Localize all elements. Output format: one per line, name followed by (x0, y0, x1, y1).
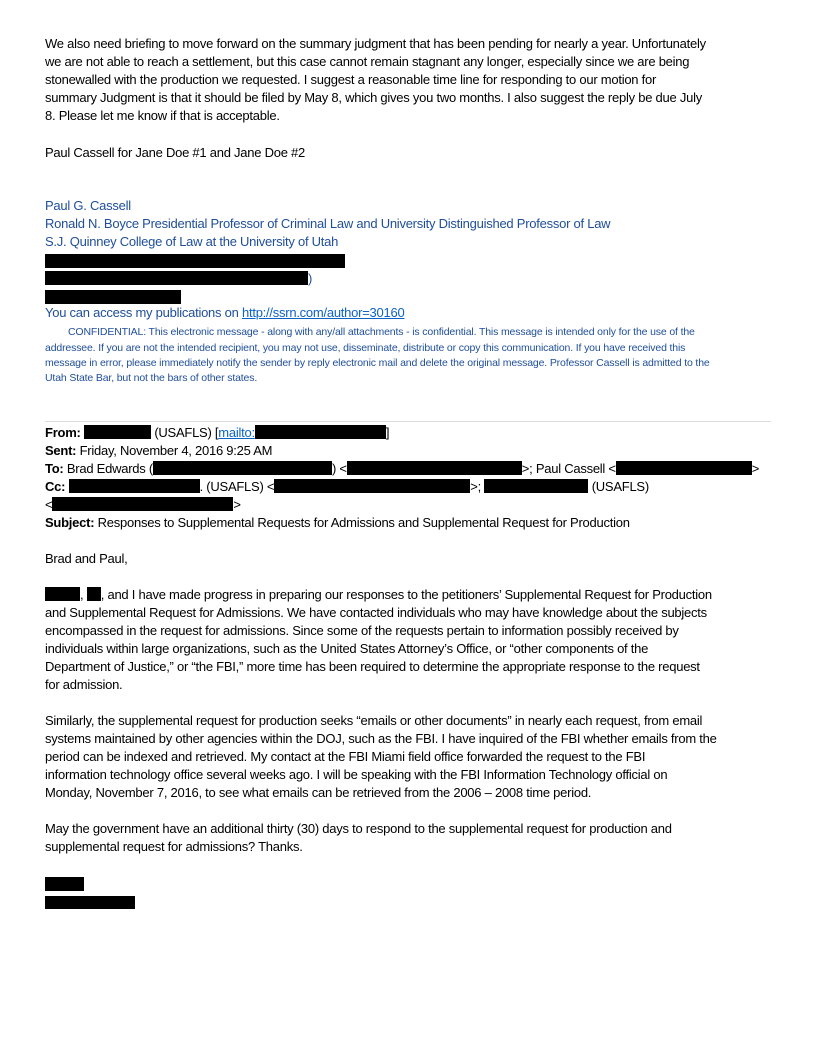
to-text: > (751, 461, 760, 476)
from-label: From: (45, 425, 81, 440)
body-line: information technology office several weeks ago. I will be speaking with the FBI Information Technology official on (45, 767, 668, 782)
subject-label: Subject: (45, 515, 95, 530)
publications-line (45, 304, 404, 322)
body-line: May the government have an additional thirty (30) days to respond to the supplemental request for production and (45, 821, 672, 836)
body-line: for admission. (45, 677, 123, 692)
redaction (84, 425, 151, 439)
signature-school: S.J. Quinney College of Law at the University of Utah (45, 234, 339, 249)
cc-label: Cc: (45, 479, 66, 494)
mailto-text: mailto: (218, 425, 255, 440)
reply-line: We also need briefing to move forward on the summary judgment that has been pending for nearly a year. Unfortunately (45, 36, 706, 51)
cc-text: < (45, 497, 53, 512)
sent-label: Sent: (45, 443, 77, 458)
body-line: Department of Justice,” or “the FBI,” more time has been required to determine the appropriate response to the request (45, 659, 700, 674)
body-line (45, 586, 712, 604)
header-subject (45, 514, 630, 532)
body-line: Monday, November 7, 2016, to see what emails can be retrieved from the 2006 – 2008 time period. (45, 785, 592, 800)
body-line: period can be indexed and retrieved. My contact at the FBI Miami field office forwarded the request to the FBI (45, 749, 646, 764)
greeting: Brad and Paul, (45, 551, 128, 566)
redaction (45, 254, 345, 268)
redaction (45, 271, 308, 285)
to-text: ) < (331, 461, 347, 476)
subject-text: Responses to Supplemental Requests for Admissions and Supplemental Request for Production (94, 515, 630, 530)
cc-text: >; (470, 479, 485, 494)
cc-text: > (233, 497, 241, 512)
header-from (45, 424, 389, 442)
redaction (52, 497, 233, 511)
publications-text: You can access my publications on (45, 305, 242, 320)
confidential-line: message in error, please immediately notify the sender by reply electronic mail and delete the original message. Professor Cassell is admitted to the (45, 357, 710, 369)
divider (45, 421, 771, 422)
confidential-line: CONFIDENTIAL: This electronic message - along with any/all attachments - is confidential. This message is intended only for the use of the (68, 326, 695, 338)
sent-date: Friday, November 4, 2016 9:25 AM (76, 443, 273, 458)
redaction (87, 587, 101, 601)
redaction-signer-title (45, 896, 135, 909)
signature-redacted-line (45, 270, 312, 288)
body-line: Similarly, the supplemental request for production seeks “emails or other documents” in nearly each request, from email (45, 713, 703, 728)
reply-line: summary Judgment is that it should be filed by May 8, which gives you two months. I also suggest the reply be due July (45, 90, 702, 105)
body-line: systems maintained by other agencies within the DOJ, such as the FBI. I have inquired of the FBI whether emails from the (45, 731, 717, 746)
redaction (616, 461, 752, 475)
publications-link[interactable]: http://ssrn.com/author=30160 (241, 305, 405, 320)
to-label: To: (45, 461, 64, 476)
reply-line: stonewalled with the production we requested. I suggest a reasonable time line for responding to our motion for (45, 72, 657, 87)
signature-title: Ronald N. Boyce Presidential Professor of Criminal Law and University Distinguished Professor of Law (45, 216, 611, 231)
mailto-link[interactable] (218, 425, 386, 440)
bracket: ] (385, 425, 390, 440)
body-text: , and I have made progress in preparing our responses to the petitioners’ Supplemental Request for Production (100, 587, 712, 602)
confidential-line: Utah State Bar, but not the bars of other states. (45, 372, 258, 384)
redaction-signer-name (45, 877, 84, 891)
to-text: Brad Edwards ( (63, 461, 153, 476)
redaction (45, 290, 181, 304)
body-line: encompassed in the request for admissions. Since some of the requests pertain to information possibly received by (45, 623, 679, 638)
comma: , (80, 587, 84, 602)
paren: ) (308, 271, 313, 286)
from-org: (USAFLS) [ (150, 425, 219, 440)
reply-line: 8. Please let me know if that is acceptable. (45, 108, 280, 123)
redaction (274, 479, 470, 493)
cc-text: . (USAFLS) < (199, 479, 275, 494)
reply-line: we are not able to reach a settlement, but this case cannot remain stagnant any longer, especially since we are being (45, 54, 690, 69)
confidential-line: addressee. If you are not the intended recipient, you may not use, disseminate, distribute or copy this communication. If you have received this (45, 342, 686, 354)
body-line: and Supplemental Request for Admissions. We have contacted individuals who may have knowledge about the subjects (45, 605, 707, 620)
header-to (45, 460, 759, 478)
to-text: >; Paul Cassell < (521, 461, 616, 476)
cc-text: (USAFLS) (588, 479, 649, 494)
reply-closing: Paul Cassell for Jane Doe #1 and Jane Doe #2 (45, 145, 306, 160)
body-line: individuals within large organizations, such as the United States Attorney’s Office, or “other components of the (45, 641, 649, 656)
redaction (347, 461, 522, 475)
header-sent (45, 442, 272, 460)
signature-name: Paul G. Cassell (45, 198, 131, 213)
header-cc-cont (45, 496, 241, 514)
redaction (484, 479, 588, 493)
redaction (45, 587, 80, 601)
redaction (69, 479, 200, 493)
redaction (255, 425, 386, 439)
body-line: supplemental request for admissions? Thanks. (45, 839, 303, 854)
header-cc (45, 478, 649, 496)
redaction (153, 461, 332, 475)
